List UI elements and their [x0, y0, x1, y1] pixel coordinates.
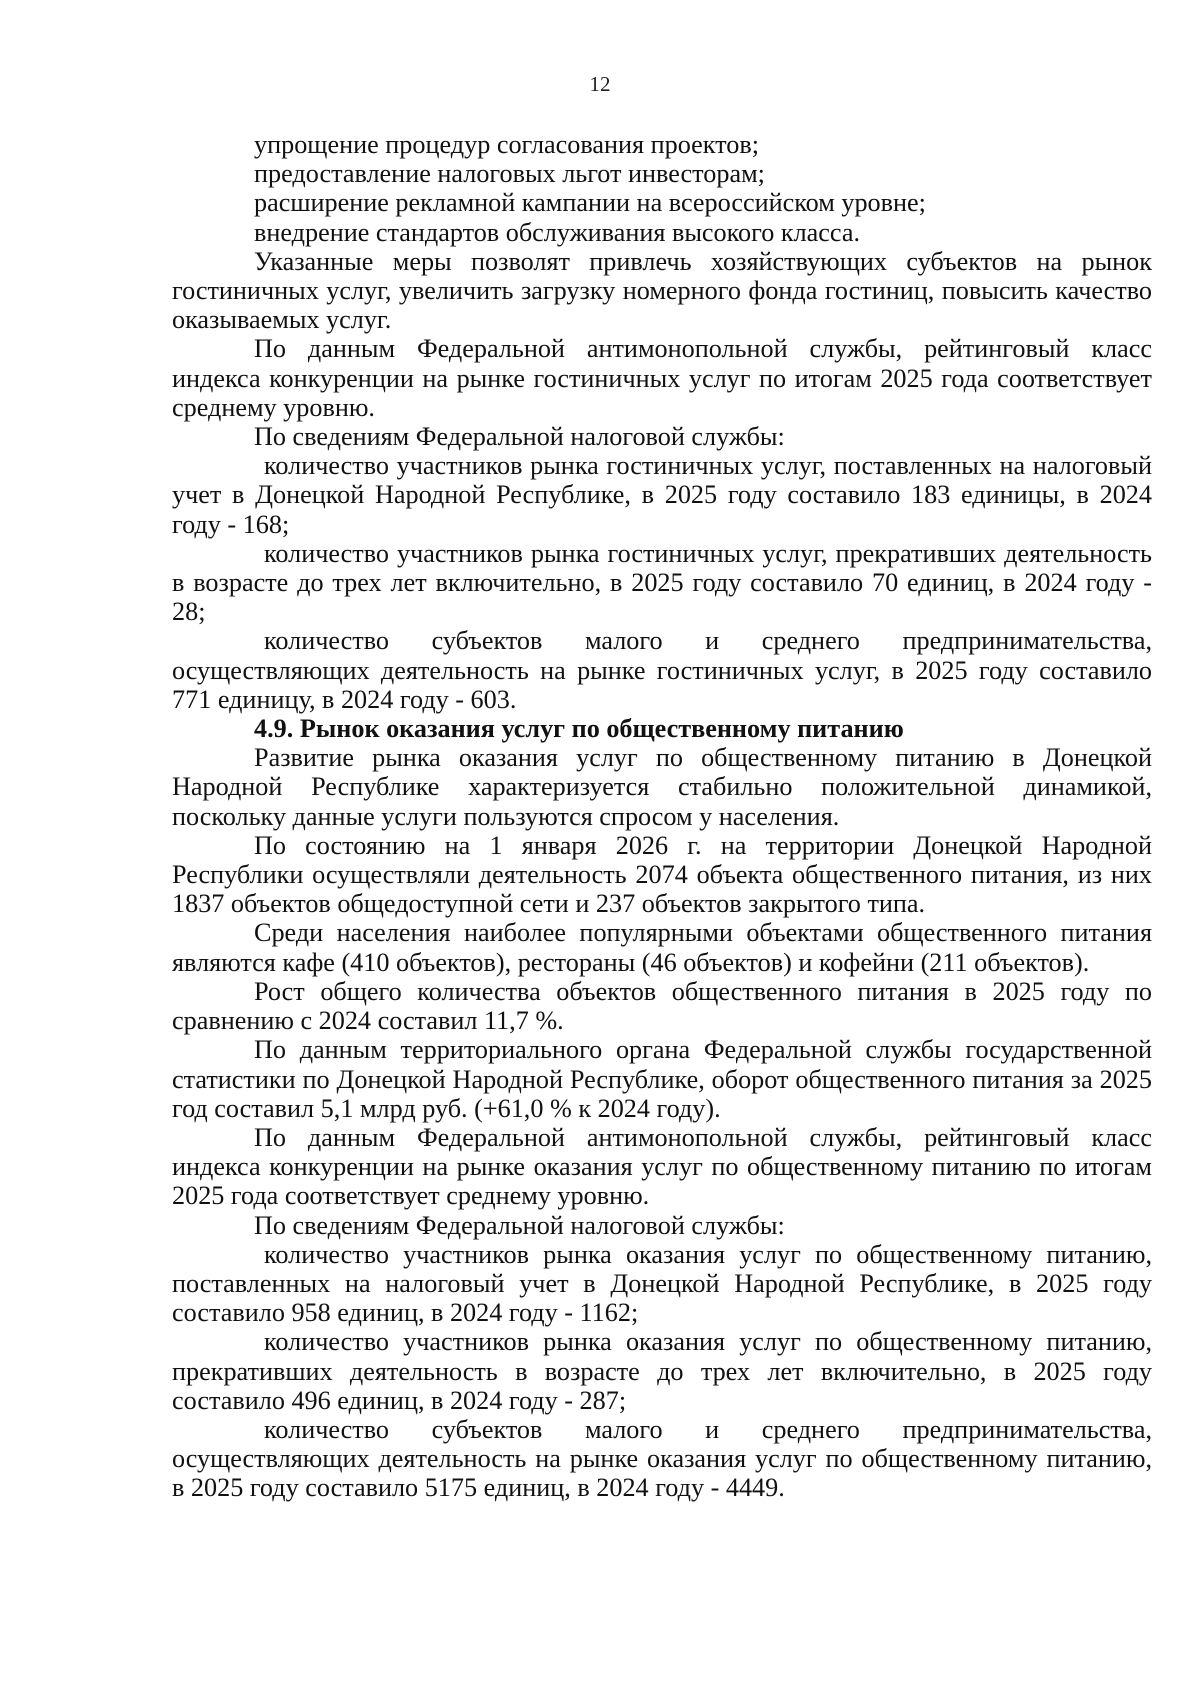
paragraph: По данным Федеральной антимонопольной службы, рейтинговый класс индекса конкуренции на рынке гостиничных услуг по итогам 2025 года соответствует среднему уровню.	[172, 334, 1152, 422]
paragraph: По сведениям Федеральной налоговой службы:	[254, 1210, 785, 1240]
paragraph: Указанные меры позволят привлечь хозяйствующих субъектов на рынок гостиничных услуг, увеличить загрузку номерного фонда гостиниц, повысить качество оказываемых услуг.	[172, 246, 1152, 335]
document-body	[172, 130, 1152, 1503]
list-item: внедрение стандартов обслуживания высокого класса.	[254, 217, 860, 247]
paragraph: количество участников рынка гостиничных услуг, прекративших деятельность в возрасте до трех лет включительно, в 2025 году составило 70 единиц, в 2024 году - 28;	[172, 538, 1152, 627]
paragraph: Среди населения наиболее популярными объектами общественного питания являются кафе (410 объектов), рестораны (46 объектов) и кофейни (211 объектов).	[172, 918, 1152, 977]
list-item: предоставление налоговых льгот инвесторам;	[254, 159, 765, 189]
paragraph: По данным территориального органа Федеральной службы государственной статистики по Донецкой Народной Республике, оборот общественного питания за 2025 год составил 5,1 млрд руб. (+61,0 % к 2024 году).	[172, 1035, 1152, 1123]
page-number: 12	[589, 72, 611, 96]
paragraph: количество субъектов малого и среднего предпринимательства, осуществляющих деятельность на рынке гостиничных услуг, в 2025 году составило 771 единицу, в 2024 году - 603.	[172, 626, 1152, 714]
paragraph: количество участников рынка гостиничных услуг, поставленных на налоговый учет в Донецкой Народной Республике, в 2025 году составило 183 единицы, в 2024 году - 168;	[172, 451, 1152, 539]
paragraph: количество участников рынка оказания услуг по общественному питанию, прекративших деятельность в возрасте до трех лет включительно, в 2025 году составило 496 единиц, в 2024 году - 287;	[172, 1327, 1152, 1415]
paragraph: По сведениям Федеральной налоговой службы:	[254, 422, 785, 452]
section-heading: 4.9. Рынок оказания услуг по общественному питанию	[254, 714, 904, 744]
paragraph: Развитие рынка оказания услуг по общественному питанию в Донецкой Народной Республике характеризуется стабильно положительной динамикой, поскольку данные услуги пользуются спросом у населения.	[172, 743, 1152, 831]
paragraph: По данным Федеральной антимонопольной службы, рейтинговый класс индекса конкуренции на рынке оказания услуг по общественному питанию по итогам 2025 года соответствует среднему уровню.	[172, 1122, 1152, 1211]
paragraph: количество участников рынка оказания услуг по общественному питанию, поставленных на налоговый учет в Донецкой Народной Республике, в 2025 году составило 958 единиц, в 2024 году - 1162;	[172, 1239, 1152, 1328]
paragraph: Рост общего количества объектов общественного питания в 2025 году по сравнению с 2024 составил 11,7 %.	[172, 976, 1152, 1036]
paragraph: По состоянию на 1 января 2026 г. на территории Донецкой Народной Республики осуществляли деятельность 2074 объекта общественного питания, из них 1837 объектов общедоступной сети и 237 объектов закрытого типа.	[172, 830, 1152, 919]
paragraph: количество субъектов малого и среднего предпринимательства, осуществляющих деятельность на рынке оказания услуг по общественному питанию, в 2025 году составило 5175 единиц, в 2024 году - 4449.	[172, 1414, 1152, 1503]
list-item: расширение рекламной кампании на всероссийском уровне;	[254, 188, 926, 218]
list-item: упрощение процедур согласования проектов;	[254, 130, 759, 159]
